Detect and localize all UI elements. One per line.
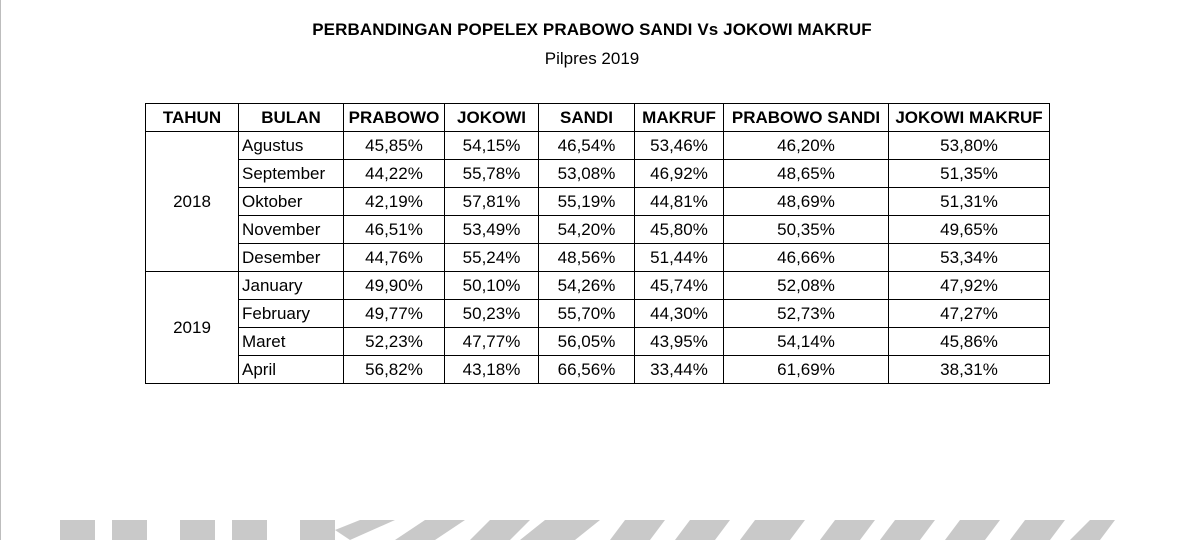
value-cell: 44,81% — [635, 188, 724, 216]
value-cell: 46,20% — [724, 132, 889, 160]
watermark-shape — [945, 520, 1000, 540]
value-cell: 52,23% — [344, 328, 445, 356]
column-header: JOKOWI MAKRUF — [889, 104, 1050, 132]
value-cell: 51,35% — [889, 160, 1050, 188]
value-cell: 44,30% — [635, 300, 724, 328]
value-cell: 47,77% — [445, 328, 539, 356]
value-cell: 48,69% — [724, 188, 889, 216]
value-cell: 54,26% — [539, 272, 635, 300]
value-cell: 47,27% — [889, 300, 1050, 328]
month-cell: January — [239, 272, 344, 300]
value-cell: 45,86% — [889, 328, 1050, 356]
value-cell: 52,73% — [724, 300, 889, 328]
value-cell: 50,10% — [445, 272, 539, 300]
value-cell: 49,90% — [344, 272, 445, 300]
value-cell: 54,20% — [539, 216, 635, 244]
column-header: JOKOWI — [445, 104, 539, 132]
value-cell: 55,70% — [539, 300, 635, 328]
value-cell: 55,24% — [445, 244, 539, 272]
watermark-shape — [610, 520, 665, 540]
value-cell: 53,46% — [635, 132, 724, 160]
column-header: PRABOWO — [344, 104, 445, 132]
value-cell: 44,76% — [344, 244, 445, 272]
watermark-shape — [180, 520, 215, 540]
value-cell: 53,08% — [539, 160, 635, 188]
value-cell: 53,49% — [445, 216, 539, 244]
watermark-shape — [232, 520, 267, 540]
year-cell: 2018 — [146, 132, 239, 272]
value-cell: 50,23% — [445, 300, 539, 328]
column-header: SANDI — [539, 104, 635, 132]
value-cell: 43,95% — [635, 328, 724, 356]
value-cell: 43,18% — [445, 356, 539, 384]
value-cell: 44,22% — [344, 160, 445, 188]
watermark-shape — [880, 520, 935, 540]
month-cell: November — [239, 216, 344, 244]
value-cell: 57,81% — [445, 188, 539, 216]
value-cell: 56,05% — [539, 328, 635, 356]
value-cell: 53,34% — [889, 244, 1050, 272]
value-cell: 46,66% — [724, 244, 889, 272]
watermark-shape — [395, 520, 465, 540]
column-header: PRABOWO SANDI — [724, 104, 889, 132]
value-cell: 48,56% — [539, 244, 635, 272]
month-cell: Desember — [239, 244, 344, 272]
watermark-shape — [300, 520, 335, 540]
value-cell: 42,19% — [344, 188, 445, 216]
watermark-shape — [335, 520, 395, 540]
watermark-shape — [112, 520, 147, 540]
value-cell: 55,19% — [539, 188, 635, 216]
value-cell: 46,54% — [539, 132, 635, 160]
watermark-shape — [740, 520, 805, 540]
value-cell: 50,35% — [724, 216, 889, 244]
value-cell: 46,92% — [635, 160, 724, 188]
watermark-shape — [1010, 520, 1065, 540]
value-cell: 53,80% — [889, 132, 1050, 160]
watermark-shape — [520, 520, 600, 540]
value-cell: 46,51% — [344, 216, 445, 244]
watermark-shape — [60, 520, 95, 540]
value-cell: 52,08% — [724, 272, 889, 300]
value-cell: 48,65% — [724, 160, 889, 188]
value-cell: 54,15% — [445, 132, 539, 160]
chart-title: PERBANDINGAN POPELEX PRABOWO SANDI Vs JOKOWI MAKRUF — [312, 20, 872, 39]
value-cell: 45,74% — [635, 272, 724, 300]
chart-subtitle: Pilpres 2019 — [544, 49, 640, 68]
watermark-shape — [675, 520, 730, 540]
watermark-shape — [1070, 520, 1115, 540]
month-cell: April — [239, 356, 344, 384]
value-cell: 33,44% — [635, 356, 724, 384]
watermark-shape — [470, 520, 530, 540]
value-cell: 66,56% — [539, 356, 635, 384]
value-cell: 38,31% — [889, 356, 1050, 384]
value-cell: 49,65% — [889, 216, 1050, 244]
value-cell: 49,77% — [344, 300, 445, 328]
value-cell: 56,82% — [344, 356, 445, 384]
value-cell: 51,31% — [889, 188, 1050, 216]
value-cell: 45,85% — [344, 132, 445, 160]
value-cell: 51,44% — [635, 244, 724, 272]
column-header: MAKRUF — [635, 104, 724, 132]
month-cell: February — [239, 300, 344, 328]
column-header: BULAN — [239, 104, 344, 132]
value-cell: 47,92% — [889, 272, 1050, 300]
month-cell: Agustus — [239, 132, 344, 160]
value-cell: 55,78% — [445, 160, 539, 188]
watermark-shape — [820, 520, 875, 540]
column-header: TAHUN — [146, 104, 239, 132]
month-cell: Maret — [239, 328, 344, 356]
value-cell: 45,80% — [635, 216, 724, 244]
month-cell: Oktober — [239, 188, 344, 216]
value-cell: 54,14% — [724, 328, 889, 356]
year-cell: 2019 — [146, 272, 239, 384]
value-cell: 61,69% — [724, 356, 889, 384]
watermark-shapes — [60, 520, 1115, 540]
month-cell: September — [239, 160, 344, 188]
